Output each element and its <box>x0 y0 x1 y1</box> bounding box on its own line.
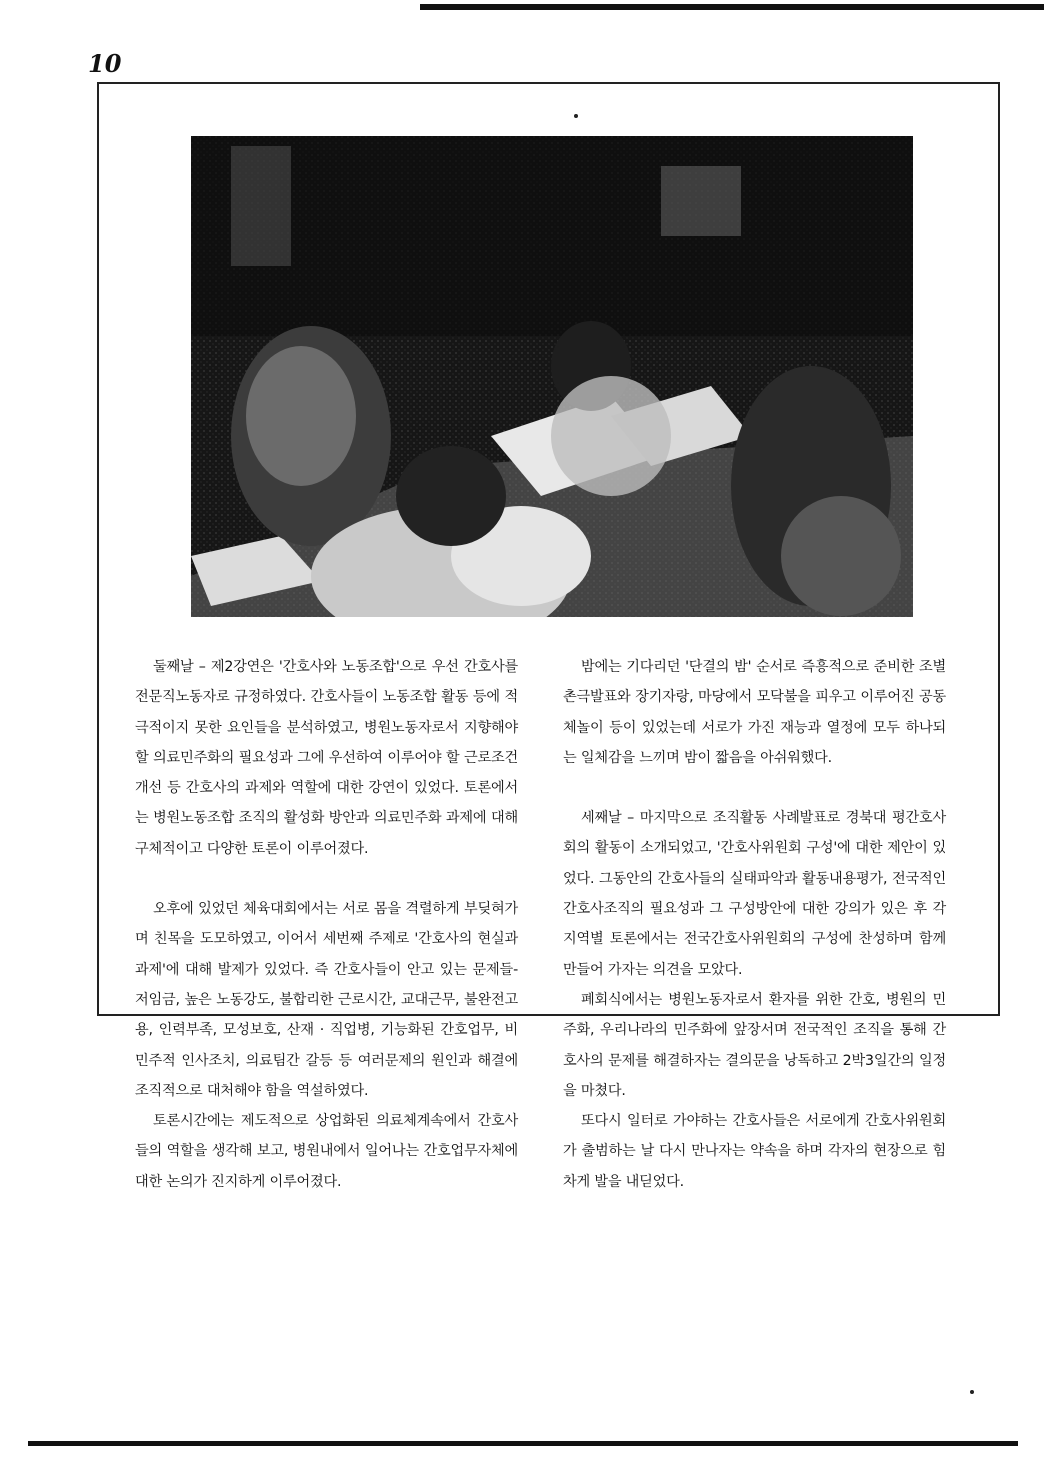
page-number: 10 <box>88 49 122 78</box>
bottom-border-rule <box>28 1441 1018 1446</box>
paragraph-day-three: 세째날 – 마지막으로 조직활동 사례발표로 경북대 평간호사회의 활동이 소개되었고, '간호사위원회 구성'에 대한 제안이 있었다. 그동안의 간호사들의 실태파악과 활동내용평가, 전국적인 간호사조직의 필요성과 그 구성방안에 대한 강의가 있은 후 각 지역별 토론에서는 전국간호사위원회의 구성에 찬성하며 함께 만들어 가자는 의견을 모았다. <box>563 810 946 978</box>
paragraph-night: 밤에는 기다리던 '단결의 밤' 순서로 즉흥적으로 준비한 조별 촌극발표와 장기자랑, 마당에서 모닥불을 피우고 이루어진 공동체놀이 등이 있었는데 서로가 가진 재능과 열정에 모두 하나되는 일체감을 느끼며 밤이 짧음을 아쉬워했다. <box>563 659 946 766</box>
left-text-column <box>135 652 518 1197</box>
paragraph-day-two: 둘째날 – 제2강연은 '간호사와 노동조합'으로 우선 간호사를 전문직노동자로 규정하였다. 간호사들이 노동조합 활동 등에 적극적이지 못한 요인들을 분석하였고, 병원노동자로서 지향해야 할 의료민주화의 필요성과 그에 우선하여 이루어야 할 근로조건 개선 등 간호사의 과제와 역할에 대한 강연이 있었다. 토론에서는 병원노동조합 조직의 활성화 방안과 의료민주화 과제에 대해 구체적이고 다양한 토론이 이루어졌다. <box>135 659 518 857</box>
scan-speck <box>574 114 578 118</box>
paragraph-afternoon: 오후에 있었던 체육대회에서는 서로 몸을 격렬하게 부딪혀가며 친목을 도모하였고, 이어서 세번째 주제로 '간호사의 현실과 과제'에 대해 발제가 있었다. 즉 간호사들이 안고 있는 문제들-저임금, 높은 노동강도, 불합리한 근로시간, 교대근무, 불완전고용, 인력부족, 모성보호, 산재 · 직업병, 기능화된 간호업무, 비민주적 인사조치, 의료팀간 갈등 등 여러문제의 원인과 해결에 조직적으로 대처해야 함을 역설하였다. <box>135 901 518 1099</box>
paragraph-farewell: 또다시 일터로 가야하는 간호사들은 서로에게 간호사위원회가 출범하는 날 다시 만나자는 약속을 하며 각자의 현장으로 힘차게 발을 내딛었다. <box>563 1113 946 1190</box>
photo-nurses-writing-at-table-icon <box>191 136 913 617</box>
right-text-column <box>563 652 946 1197</box>
top-border-rule <box>420 4 1044 10</box>
event-photo <box>191 136 913 617</box>
scan-speck <box>970 1390 974 1394</box>
paragraph-discussion: 토론시간에는 제도적으로 상업화된 의료체계속에서 간호사들의 역할을 생각해 보고, 병원내에서 일어나는 간호업무자체에 대한 논의가 진지하게 이루어졌다. <box>135 1113 518 1190</box>
paragraph-closing-ceremony: 폐회식에서는 병원노동자로서 환자를 위한 간호, 병원의 민주화, 우리나라의 민주화에 앞장서며 전국적인 조직을 통해 간호사의 문제를 해결하자는 결의문을 낭독하고 2박3일간의 일정을 마쳤다. <box>563 991 946 1099</box>
